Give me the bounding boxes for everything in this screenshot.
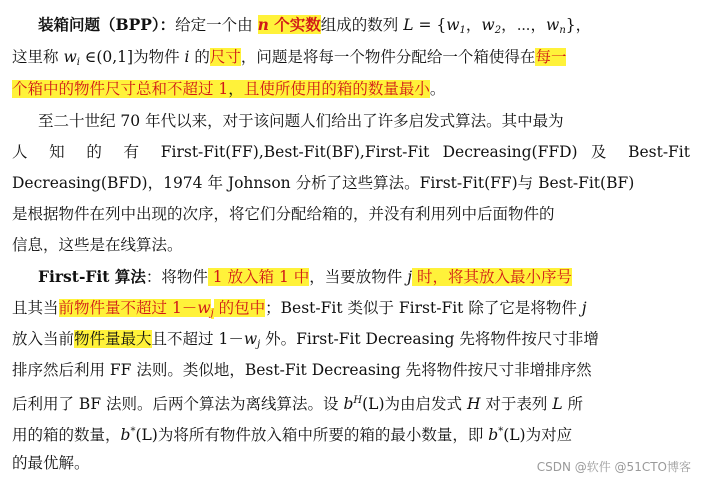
math-b: b (343, 395, 354, 413)
text-line-3 (12, 74, 690, 104)
text-line-15: 的最优解。 (12, 454, 90, 472)
text-span: ：将物件 (145, 268, 208, 286)
math-w: w (446, 16, 460, 34)
text-span: 给定一个由 (175, 16, 258, 34)
text-span: 后利用了 BF 法则。后两个算法为离线算法。设 (12, 395, 344, 413)
superscript: * (498, 426, 504, 437)
text-line-12: 排序然后利用 FF 法则。类似地，Best-Fit Decreasing 先将物件按尺寸非增排序然 (12, 361, 592, 379)
text-span: }， (565, 16, 592, 34)
text-span: 外。First-Fit Decreasing 先将物件按尺寸非增 (260, 330, 599, 348)
math-j: j (581, 299, 587, 317)
text-span: ， (228, 80, 244, 98)
text-line-9 (38, 262, 690, 292)
text-span: 且其当 (12, 299, 59, 317)
text-line-7: 是根据物件在列中出现的次序，将它们分配给箱的，并没有利用列中后面物件的 (12, 205, 555, 223)
text-span: 组成的数列 (320, 16, 404, 34)
text-span: 且不超过 1－ (151, 330, 244, 348)
math-b: b (120, 426, 131, 444)
subscript: 1 (459, 25, 466, 36)
superscript: H (353, 395, 363, 406)
highlight-when: 时， (412, 268, 448, 286)
highlight-each: 每一 (535, 48, 567, 66)
math-b: b (488, 426, 499, 444)
text-line-1 (38, 10, 690, 40)
text-span: (L)为将所有物件放入箱中所要的箱的最小数量，即 (135, 426, 489, 444)
highlight-smallest-index: 将其放入最小序号 (447, 268, 572, 286)
text-span: 。 (429, 80, 446, 98)
math-w: w (243, 330, 258, 348)
text-span: 这里称 (12, 48, 64, 66)
subscript: j (210, 308, 214, 319)
math-L: L (552, 395, 563, 413)
text-line-8: 信息，这些是在线算法。 (12, 236, 183, 254)
text-line-13 (12, 386, 690, 416)
text-span: 放入当前 (12, 330, 75, 348)
firstfit-title: First-Fit 算法 (38, 267, 146, 286)
math-H: H (466, 395, 481, 413)
text-span: = { (418, 16, 447, 34)
text-span: (L)为对应 (503, 426, 573, 444)
subscript: 2 (494, 25, 502, 36)
highlight-bin: 的包中 (213, 299, 266, 317)
watermark: CSDN @软件 @51CTO博客 (536, 460, 691, 474)
text-span: (L)为由启发式 (362, 395, 467, 413)
highlight-not-exceed: 前物件量不超过 1－ (58, 299, 198, 317)
math-w: w (481, 16, 495, 34)
subscript: n (559, 25, 566, 36)
subscript: i (76, 57, 80, 68)
math-w: w (63, 48, 77, 66)
text-span: ，当要放物件 (309, 268, 408, 286)
highlight-size: 尺寸 (209, 48, 241, 66)
math-i: i (184, 48, 190, 66)
text-span: 所 (562, 395, 584, 413)
text-line-10 (12, 293, 690, 323)
math-w: w (546, 16, 560, 34)
text-span: 用的箱的数量， (12, 426, 121, 444)
text-span: ；Best-Fit 类似于 First-Fit 除了它是将物件 (265, 299, 582, 317)
math-L: L (403, 16, 414, 34)
text-span: 的 (189, 48, 210, 66)
text-span: ，⋯， (501, 16, 547, 34)
text-span: ，问题是将每一个物件分配给一个箱使得在 (240, 48, 536, 66)
subscript: j (257, 339, 261, 350)
text-line-14 (12, 417, 690, 447)
math-j: j (407, 268, 413, 286)
text-span: ， (465, 16, 482, 34)
text-span: ∈(0,1]为物件 (79, 48, 185, 66)
highlight-max-load: 物件量最大 (74, 330, 152, 348)
text-line-2 (12, 42, 690, 72)
highlight-first-bin: 1 放入箱 1 中 (207, 268, 310, 286)
text-line-11 (12, 324, 690, 354)
highlight-n: n (257, 15, 269, 34)
text-span: 对于表列 (480, 395, 553, 413)
text-line-5: 人 知 的 有 First-Fit(FF),Best-Fit(BF),First-Fit Decreasing(FFD) 及 Best-Fit (12, 143, 690, 161)
highlight-minimize: 且使所使用的箱的数量最小 (243, 80, 430, 98)
text-line-4: 至二十世纪 70 年代以来，对于该问题人们给出了许多启发式算法。其中最为 (38, 112, 564, 130)
math-w: w (197, 299, 211, 317)
highlight-capacity: 个箱中的物件尺寸总和不超过 1 (12, 80, 229, 98)
superscript: * (130, 426, 136, 437)
highlight-count: 个实数 (268, 15, 321, 34)
text-line-6: Decreasing(BFD)，1974 年 Johnson 分析了这些算法。First-Fit(FF)与 Best-Fit(BF) (12, 174, 635, 192)
bpp-term: 装箱问题（BPP）： (38, 15, 176, 34)
